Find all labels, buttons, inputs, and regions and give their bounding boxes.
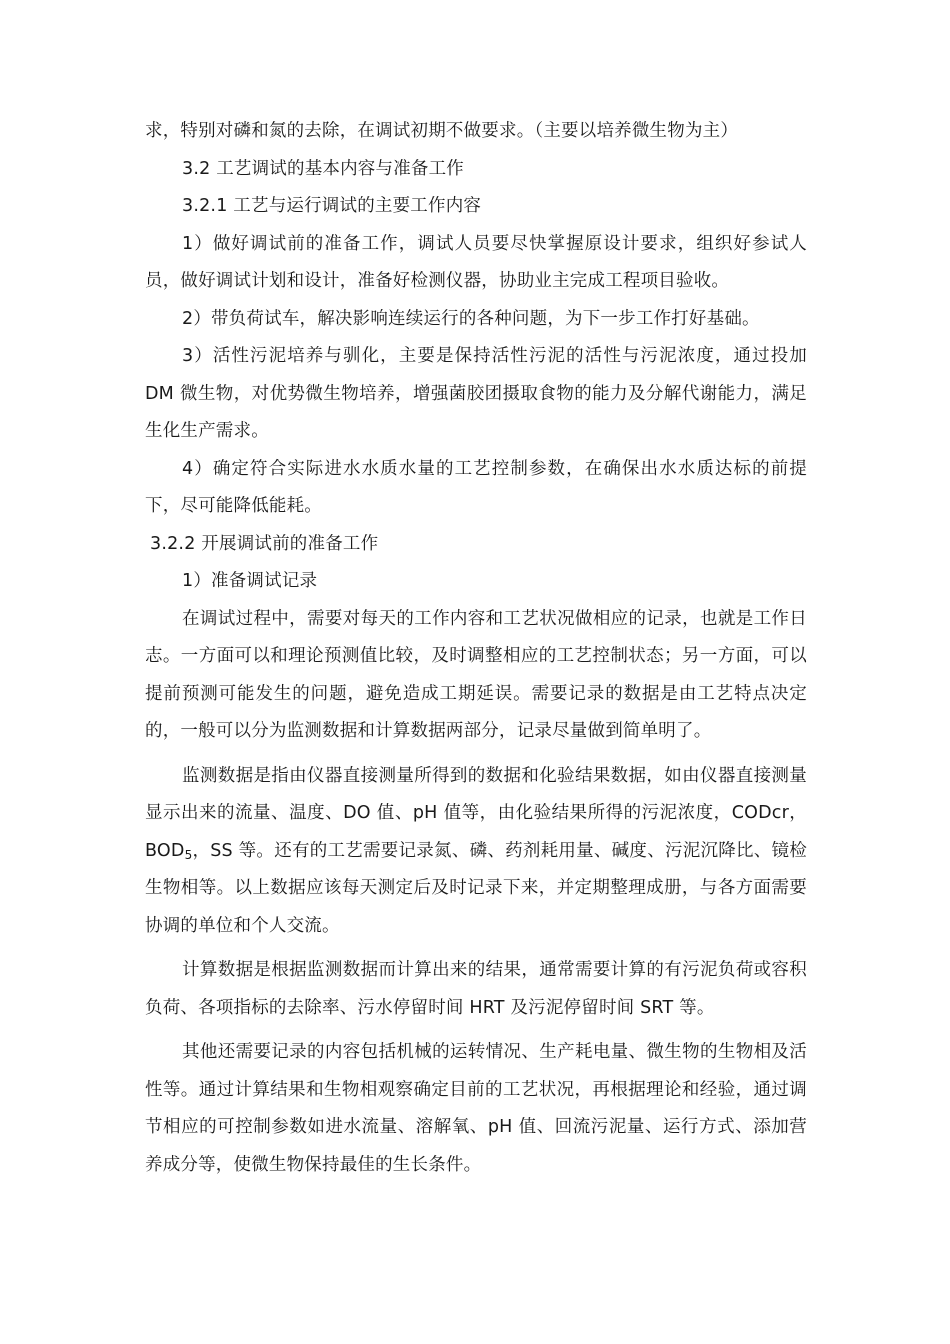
paragraph-continuation: 求，特别对磷和氮的去除，在调试初期不做要求。（主要以培养微生物为主）	[145, 121, 739, 141]
paragraph-other-records: 其他还需要记录的内容包括机械的运转情况、生产耗电量、微生物的生物相及活性等。通过计算结果和生物相观察确定目前的工艺状况，再根据理论和经验，通过调节相应的可控制参数如进水流量、溶解氧、pH 值、回流污泥量、运行方式、添加营养成分等，使微生物保持最佳的生长条件。	[145, 1042, 807, 1175]
subsection-heading-3-2-2: 3.2.2 开展调试前的准备工作	[150, 533, 379, 554]
list-item-3: 3）活性污泥培养与驯化，主要是保持活性污泥的活性与污泥浓度，通过投加 DM 微生物，对优势微生物培养，增强菌胶团摄取食物的能力及分解代谢能力，满足生化生产需求。	[145, 346, 807, 441]
list-item-2: 2）带负荷试车，解决影响连续运行的各种问题，为下一步工作打好基础。	[182, 308, 760, 329]
bod-subscript: 5	[184, 847, 193, 862]
paragraph-monitoring-data	[145, 758, 807, 946]
paragraph-record: 在调试过程中，需要对每天的工作内容和工艺状况做相应的记录，也就是工作日志。一方面可以和理论预测值比较，及时调整相应的工艺控制状态；另一方面，可以提前预测可能发生的问题，避免造成工期延误。需要记录的数据是由工艺特点决定的，一般可以分为监测数据和计算数据两部分，记录尽量做到简单明了。	[145, 608, 807, 741]
section-heading-3-2: 3.2 工艺调试的基本内容与准备工作	[182, 158, 464, 179]
document-body	[145, 113, 807, 1184]
list-item-4: 4）确定符合实际进水水质水量的工艺控制参数，在确保出水水质达标的前提下，尽可能降低能耗。	[145, 458, 807, 516]
paragraph-calculated-data: 计算数据是根据监测数据而计算出来的结果，通常需要计算的有污泥负荷或容积负荷、各项指标的去除率、污水停留时间 HRT 及污泥停留时间 SRT 等。	[145, 960, 807, 1018]
list-item-1: 1）做好调试前的准备工作，调试人员要尽快掌握原设计要求，组织好参试人员，做好调试计划和设计，准备好检测仪器，协助业主完成工程项目验收。	[145, 233, 807, 291]
subsection-heading-3-2-1: 3.2.1 工艺与运行调试的主要工作内容	[182, 196, 482, 216]
prep-item-1: 1）准备调试记录	[182, 571, 318, 591]
monitoring-text-b: ，SS 等。还有的工艺需要记录氮、磷、药剂耗用量、碱度、污泥沉降比、镜检生物相等。以上数据应该每天测定后及时记录下来，并定期整理成册，与各方面需要协调的单位和个人交流。	[145, 840, 807, 936]
monitoring-text-a: 监测数据是指由仪器直接测量所得到的数据和化验结果数据，如由仪器直接测量显示出来的流量、温度、DO 值、pH 值等，由化验结果所得的污泥浓度，CODcr，BOD	[145, 765, 807, 861]
